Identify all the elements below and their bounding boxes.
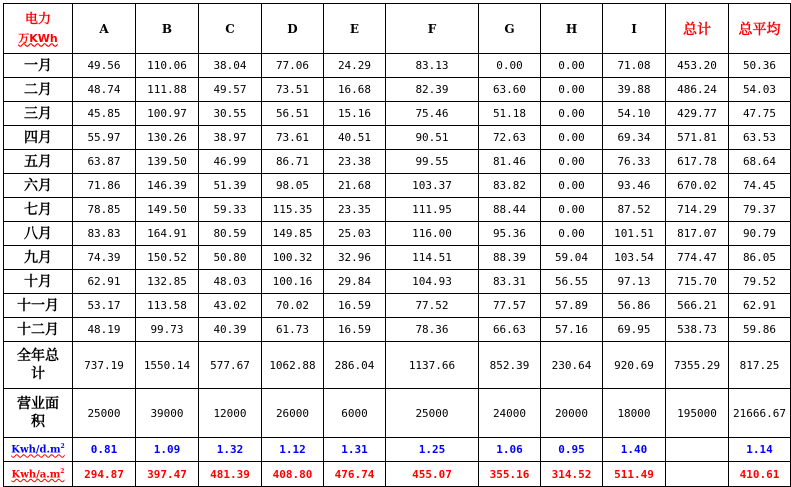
month-value-h-cell[interactable]: 0.00 — [541, 102, 603, 126]
month-value-d-cell[interactable]: 100.16 — [262, 270, 324, 294]
month-value-b-cell[interactable]: 150.52 — [136, 246, 199, 270]
kwh-per-year-m2-value-total-cell[interactable] — [666, 462, 729, 487]
kwh-per-day-m2-value-b-cell[interactable]: 1.09 — [136, 438, 199, 462]
month-value-b-cell[interactable]: 130.26 — [136, 126, 199, 150]
month-value-h-cell[interactable]: 57.16 — [541, 318, 603, 342]
month-value-h-cell[interactable]: 56.55 — [541, 270, 603, 294]
business-area-value-b-cell[interactable]: 39000 — [136, 389, 199, 438]
business-area-value-average-cell[interactable]: 21666.67 — [729, 389, 791, 438]
month-value-a-cell[interactable]: 48.19 — [73, 318, 136, 342]
kwh-per-day-m2-value-total-cell[interactable] — [666, 438, 729, 462]
business-area-value-e-cell[interactable]: 6000 — [324, 389, 386, 438]
month-label[interactable]: 五月 — [4, 150, 73, 174]
month-value-e-cell[interactable]: 16.59 — [324, 294, 386, 318]
annual-total-value-i-cell[interactable]: 920.69 — [603, 342, 666, 389]
annual-total-label[interactable] — [4, 342, 73, 389]
month-value-f-cell[interactable]: 116.00 — [386, 222, 479, 246]
annual-total-value-d-cell[interactable]: 1062.88 — [262, 342, 324, 389]
month-value-c-cell[interactable]: 40.39 — [199, 318, 262, 342]
kwh-per-year-m2-value-a-cell[interactable]: 294.87 — [73, 462, 136, 487]
month-value-a-cell[interactable]: 55.97 — [73, 126, 136, 150]
month-value-f-cell[interactable]: 111.95 — [386, 198, 479, 222]
month-value-f-cell[interactable]: 82.39 — [386, 78, 479, 102]
month-value-h-cell[interactable]: 0.00 — [541, 54, 603, 78]
kwh-per-year-m2-value-b-cell[interactable]: 397.47 — [136, 462, 199, 487]
business-area-value-g-cell[interactable]: 24000 — [479, 389, 541, 438]
month-value-b-cell[interactable]: 164.91 — [136, 222, 199, 246]
month-value-total-cell[interactable]: 538.73 — [666, 318, 729, 342]
annual-total-row — [4, 342, 791, 389]
month-label[interactable]: 一月 — [4, 54, 73, 78]
month-label[interactable]: 九月 — [4, 246, 73, 270]
business-area-label-line1: 营业面 — [17, 396, 59, 412]
kwh-per-day-m2-row — [4, 438, 791, 462]
month-value-c-cell[interactable]: 38.97 — [199, 126, 262, 150]
month-value-g-cell[interactable]: 63.60 — [479, 78, 541, 102]
kwh-per-day-m2-label[interactable] — [4, 438, 73, 462]
month-value-g-cell[interactable]: 66.63 — [479, 318, 541, 342]
month-value-a-cell[interactable]: 83.83 — [73, 222, 136, 246]
month-value-c-cell[interactable]: 43.02 — [199, 294, 262, 318]
business-area-value-total-cell[interactable]: 195000 — [666, 389, 729, 438]
kwh-per-day-m2-value-h-cell[interactable]: 0.95 — [541, 438, 603, 462]
month-value-e-cell[interactable]: 23.38 — [324, 150, 386, 174]
month-value-average-cell[interactable]: 68.64 — [729, 150, 791, 174]
column-header-g[interactable]: G — [479, 4, 541, 54]
month-row — [4, 174, 791, 198]
annual-total-value-a-cell[interactable]: 737.19 — [73, 342, 136, 389]
month-value-e-cell[interactable]: 32.96 — [324, 246, 386, 270]
month-value-e-cell[interactable]: 29.84 — [324, 270, 386, 294]
month-value-b-cell[interactable]: 110.06 — [136, 54, 199, 78]
month-value-average-cell[interactable]: 79.52 — [729, 270, 791, 294]
month-value-d-cell[interactable]: 86.71 — [262, 150, 324, 174]
month-value-c-cell[interactable]: 48.03 — [199, 270, 262, 294]
annual-total-label-line1: 全年总 — [17, 348, 59, 364]
column-header-e[interactable]: E — [324, 4, 386, 54]
month-value-e-cell[interactable]: 15.16 — [324, 102, 386, 126]
kwh-per-day-m2-value-average-cell[interactable]: 1.14 — [729, 438, 791, 462]
month-value-c-cell[interactable]: 38.04 — [199, 54, 262, 78]
month-value-d-cell[interactable]: 56.51 — [262, 102, 324, 126]
annual-total-value-g-cell[interactable]: 852.39 — [479, 342, 541, 389]
month-value-e-cell[interactable]: 24.29 — [324, 54, 386, 78]
month-value-f-cell[interactable]: 83.13 — [386, 54, 479, 78]
month-value-i-cell[interactable]: 93.46 — [603, 174, 666, 198]
month-value-total-cell[interactable]: 715.70 — [666, 270, 729, 294]
month-value-average-cell[interactable]: 74.45 — [729, 174, 791, 198]
month-value-i-cell[interactable]: 87.52 — [603, 198, 666, 222]
kwh-per-year-m2-value-c-cell[interactable]: 481.39 — [199, 462, 262, 487]
month-label[interactable]: 十二月 — [4, 318, 73, 342]
month-value-average-cell[interactable]: 59.86 — [729, 318, 791, 342]
month-row — [4, 126, 791, 150]
month-value-f-cell[interactable]: 77.52 — [386, 294, 479, 318]
month-value-d-cell[interactable]: 100.32 — [262, 246, 324, 270]
kwh-per-day-m2-value-d-cell[interactable]: 1.12 — [262, 438, 324, 462]
month-label[interactable]: 十月 — [4, 270, 73, 294]
month-label[interactable]: 六月 — [4, 174, 73, 198]
column-header-total[interactable]: 总计 — [666, 4, 729, 54]
month-value-h-cell[interactable]: 0.00 — [541, 150, 603, 174]
month-value-f-cell[interactable]: 75.46 — [386, 102, 479, 126]
month-value-b-cell[interactable]: 113.58 — [136, 294, 199, 318]
month-value-total-cell[interactable]: 571.81 — [666, 126, 729, 150]
month-value-e-cell[interactable]: 40.51 — [324, 126, 386, 150]
kwh-per-day-m2-label-superscript: 2 — [60, 443, 65, 451]
month-label[interactable]: 二月 — [4, 78, 73, 102]
month-value-b-cell[interactable]: 139.50 — [136, 150, 199, 174]
kwh-per-day-m2-value-a-cell[interactable]: 0.81 — [73, 438, 136, 462]
month-value-b-cell[interactable]: 146.39 — [136, 174, 199, 198]
business-area-label[interactable] — [4, 389, 73, 438]
month-value-i-cell[interactable]: 56.86 — [603, 294, 666, 318]
column-header-c[interactable]: C — [199, 4, 262, 54]
month-value-f-cell[interactable]: 103.37 — [386, 174, 479, 198]
annual-total-value-e-cell[interactable]: 286.04 — [324, 342, 386, 389]
kwh-per-year-m2-label[interactable] — [4, 462, 73, 487]
month-value-b-cell[interactable]: 149.50 — [136, 198, 199, 222]
month-value-h-cell[interactable]: 0.00 — [541, 198, 603, 222]
month-row — [4, 102, 791, 126]
column-header-average[interactable]: 总平均 — [729, 4, 791, 54]
month-row — [4, 150, 791, 174]
kwh-per-day-m2-label-text: Kwh/d.m — [11, 444, 61, 456]
month-row — [4, 294, 791, 318]
month-value-a-cell[interactable]: 49.56 — [73, 54, 136, 78]
kwh-per-year-m2-value-h-cell[interactable]: 314.52 — [541, 462, 603, 487]
month-value-i-cell[interactable]: 97.13 — [603, 270, 666, 294]
month-value-f-cell[interactable]: 78.36 — [386, 318, 479, 342]
month-value-i-cell[interactable]: 71.08 — [603, 54, 666, 78]
kwh-per-day-m2-value-f-cell[interactable]: 1.25 — [386, 438, 479, 462]
business-area-value-h-cell[interactable]: 20000 — [541, 389, 603, 438]
month-value-g-cell[interactable]: 0.00 — [479, 54, 541, 78]
month-value-d-cell[interactable]: 70.02 — [262, 294, 324, 318]
kwh-per-year-m2-value-f-cell[interactable]: 455.07 — [386, 462, 479, 487]
kwh-per-year-m2-value-e-cell[interactable]: 476.74 — [324, 462, 386, 487]
month-label[interactable]: 七月 — [4, 198, 73, 222]
month-value-total-cell[interactable]: 566.21 — [666, 294, 729, 318]
kwh-per-day-m2-value-e-cell[interactable]: 1.31 — [324, 438, 386, 462]
annual-total-value-c-cell[interactable]: 577.67 — [199, 342, 262, 389]
month-value-g-cell[interactable]: 51.18 — [479, 102, 541, 126]
month-row — [4, 318, 791, 342]
annual-total-value-b-cell[interactable]: 1550.14 — [136, 342, 199, 389]
month-value-i-cell[interactable]: 69.34 — [603, 126, 666, 150]
month-value-d-cell[interactable]: 115.35 — [262, 198, 324, 222]
month-value-b-cell[interactable]: 100.97 — [136, 102, 199, 126]
month-value-a-cell[interactable]: 48.74 — [73, 78, 136, 102]
column-header-d[interactable]: D — [262, 4, 324, 54]
annual-total-label-line2: 计 — [31, 366, 45, 382]
kwh-per-day-m2-value-c-cell[interactable]: 1.32 — [199, 438, 262, 462]
kwh-per-year-m2-row — [4, 462, 791, 487]
kwh-per-year-m2-value-d-cell[interactable]: 408.80 — [262, 462, 324, 487]
month-value-i-cell[interactable]: 76.33 — [603, 150, 666, 174]
month-value-c-cell[interactable]: 49.57 — [199, 78, 262, 102]
month-value-a-cell[interactable]: 45.85 — [73, 102, 136, 126]
month-value-a-cell[interactable]: 78.85 — [73, 198, 136, 222]
month-value-total-cell[interactable]: 453.20 — [666, 54, 729, 78]
business-area-value-c-cell[interactable]: 12000 — [199, 389, 262, 438]
month-value-e-cell[interactable]: 21.68 — [324, 174, 386, 198]
month-value-total-cell[interactable]: 774.47 — [666, 246, 729, 270]
business-area-value-i-cell[interactable]: 18000 — [603, 389, 666, 438]
kwh-per-year-m2-label-superscript: 2 — [60, 467, 65, 475]
annual-total-value-h-cell[interactable]: 230.64 — [541, 342, 603, 389]
month-value-average-cell[interactable]: 86.05 — [729, 246, 791, 270]
month-value-average-cell[interactable]: 63.53 — [729, 126, 791, 150]
month-value-c-cell[interactable]: 50.80 — [199, 246, 262, 270]
column-header-a[interactable]: A — [73, 4, 136, 54]
month-value-average-cell[interactable]: 47.75 — [729, 102, 791, 126]
month-value-a-cell[interactable]: 53.17 — [73, 294, 136, 318]
month-value-h-cell[interactable]: 0.00 — [541, 126, 603, 150]
month-value-g-cell[interactable]: 72.63 — [479, 126, 541, 150]
month-value-a-cell[interactable]: 74.39 — [73, 246, 136, 270]
month-value-total-cell[interactable]: 486.24 — [666, 78, 729, 102]
month-value-e-cell[interactable]: 23.35 — [324, 198, 386, 222]
month-value-b-cell[interactable]: 99.73 — [136, 318, 199, 342]
corner-cell[interactable] — [4, 4, 73, 54]
month-value-c-cell[interactable]: 59.33 — [199, 198, 262, 222]
month-value-g-cell[interactable]: 95.36 — [479, 222, 541, 246]
month-value-f-cell[interactable]: 104.93 — [386, 270, 479, 294]
business-area-value-f-cell[interactable]: 25000 — [386, 389, 479, 438]
month-value-c-cell[interactable]: 46.99 — [199, 150, 262, 174]
month-value-h-cell[interactable]: 0.00 — [541, 222, 603, 246]
month-value-average-cell[interactable]: 79.37 — [729, 198, 791, 222]
month-value-h-cell[interactable]: 57.89 — [541, 294, 603, 318]
month-value-a-cell[interactable]: 62.91 — [73, 270, 136, 294]
month-value-d-cell[interactable]: 77.06 — [262, 54, 324, 78]
month-value-h-cell[interactable]: 0.00 — [541, 78, 603, 102]
month-row — [4, 270, 791, 294]
month-value-c-cell[interactable]: 30.55 — [199, 102, 262, 126]
month-value-i-cell[interactable]: 39.88 — [603, 78, 666, 102]
month-value-d-cell[interactable]: 61.73 — [262, 318, 324, 342]
month-label[interactable]: 八月 — [4, 222, 73, 246]
month-value-i-cell[interactable]: 101.51 — [603, 222, 666, 246]
column-header-i[interactable]: I — [603, 4, 666, 54]
month-label[interactable]: 四月 — [4, 126, 73, 150]
month-value-a-cell[interactable]: 63.87 — [73, 150, 136, 174]
month-value-b-cell[interactable]: 111.88 — [136, 78, 199, 102]
month-value-g-cell[interactable]: 88.44 — [479, 198, 541, 222]
kwh-per-year-m2-label-text: Kwh/a.m — [11, 469, 61, 481]
month-value-g-cell[interactable]: 83.82 — [479, 174, 541, 198]
month-value-e-cell[interactable]: 25.03 — [324, 222, 386, 246]
corner-unit: 万KWh — [18, 31, 58, 45]
month-value-average-cell[interactable]: 62.91 — [729, 294, 791, 318]
business-area-row — [4, 389, 791, 438]
month-value-total-cell[interactable]: 670.02 — [666, 174, 729, 198]
business-area-label-line2: 积 — [31, 414, 45, 430]
month-value-average-cell[interactable]: 50.36 — [729, 54, 791, 78]
month-value-b-cell[interactable]: 132.85 — [136, 270, 199, 294]
month-value-d-cell[interactable]: 149.85 — [262, 222, 324, 246]
month-value-average-cell[interactable]: 90.79 — [729, 222, 791, 246]
month-value-f-cell[interactable]: 90.51 — [386, 126, 479, 150]
kwh-per-year-m2-value-g-cell[interactable]: 355.16 — [479, 462, 541, 487]
month-value-total-cell[interactable]: 617.78 — [666, 150, 729, 174]
month-value-total-cell[interactable]: 817.07 — [666, 222, 729, 246]
column-header-b[interactable]: B — [136, 4, 199, 54]
month-value-g-cell[interactable]: 88.39 — [479, 246, 541, 270]
month-row — [4, 246, 791, 270]
annual-total-value-f-cell[interactable]: 1137.66 — [386, 342, 479, 389]
corner-label: 电力 — [24, 11, 51, 27]
month-value-f-cell[interactable]: 99.55 — [386, 150, 479, 174]
electricity-table — [3, 3, 791, 487]
month-value-i-cell[interactable]: 54.10 — [603, 102, 666, 126]
month-value-total-cell[interactable]: 429.77 — [666, 102, 729, 126]
month-value-d-cell[interactable]: 98.05 — [262, 174, 324, 198]
month-value-total-cell[interactable]: 714.29 — [666, 198, 729, 222]
column-header-h[interactable]: H — [541, 4, 603, 54]
column-header-f[interactable]: F — [386, 4, 479, 54]
month-value-g-cell[interactable]: 81.46 — [479, 150, 541, 174]
month-value-g-cell[interactable]: 83.31 — [479, 270, 541, 294]
kwh-per-year-m2-value-i-cell[interactable]: 511.49 — [603, 462, 666, 487]
month-row — [4, 78, 791, 102]
month-row — [4, 198, 791, 222]
month-value-h-cell[interactable]: 59.04 — [541, 246, 603, 270]
month-value-h-cell[interactable]: 0.00 — [541, 174, 603, 198]
month-value-i-cell[interactable]: 103.54 — [603, 246, 666, 270]
header-row — [4, 4, 791, 54]
kwh-per-day-m2-value-g-cell[interactable]: 1.06 — [479, 438, 541, 462]
month-value-e-cell[interactable]: 16.59 — [324, 318, 386, 342]
month-label[interactable]: 十一月 — [4, 294, 73, 318]
month-value-g-cell[interactable]: 77.57 — [479, 294, 541, 318]
month-value-i-cell[interactable]: 69.95 — [603, 318, 666, 342]
month-row — [4, 54, 791, 78]
month-value-c-cell[interactable]: 80.59 — [199, 222, 262, 246]
month-value-f-cell[interactable]: 114.51 — [386, 246, 479, 270]
kwh-per-day-m2-value-i-cell[interactable]: 1.40 — [603, 438, 666, 462]
month-value-average-cell[interactable]: 54.03 — [729, 78, 791, 102]
business-area-value-d-cell[interactable]: 26000 — [262, 389, 324, 438]
month-label[interactable]: 三月 — [4, 102, 73, 126]
month-value-e-cell[interactable]: 16.68 — [324, 78, 386, 102]
business-area-value-a-cell[interactable]: 25000 — [73, 389, 136, 438]
month-value-c-cell[interactable]: 51.39 — [199, 174, 262, 198]
month-row — [4, 222, 791, 246]
month-value-a-cell[interactable]: 71.86 — [73, 174, 136, 198]
month-value-d-cell[interactable]: 73.51 — [262, 78, 324, 102]
kwh-per-year-m2-value-average-cell[interactable]: 410.61 — [729, 462, 791, 487]
month-value-d-cell[interactable]: 73.61 — [262, 126, 324, 150]
annual-total-value-total-cell[interactable]: 7355.29 — [666, 342, 729, 389]
annual-total-value-average-cell[interactable]: 817.25 — [729, 342, 791, 389]
